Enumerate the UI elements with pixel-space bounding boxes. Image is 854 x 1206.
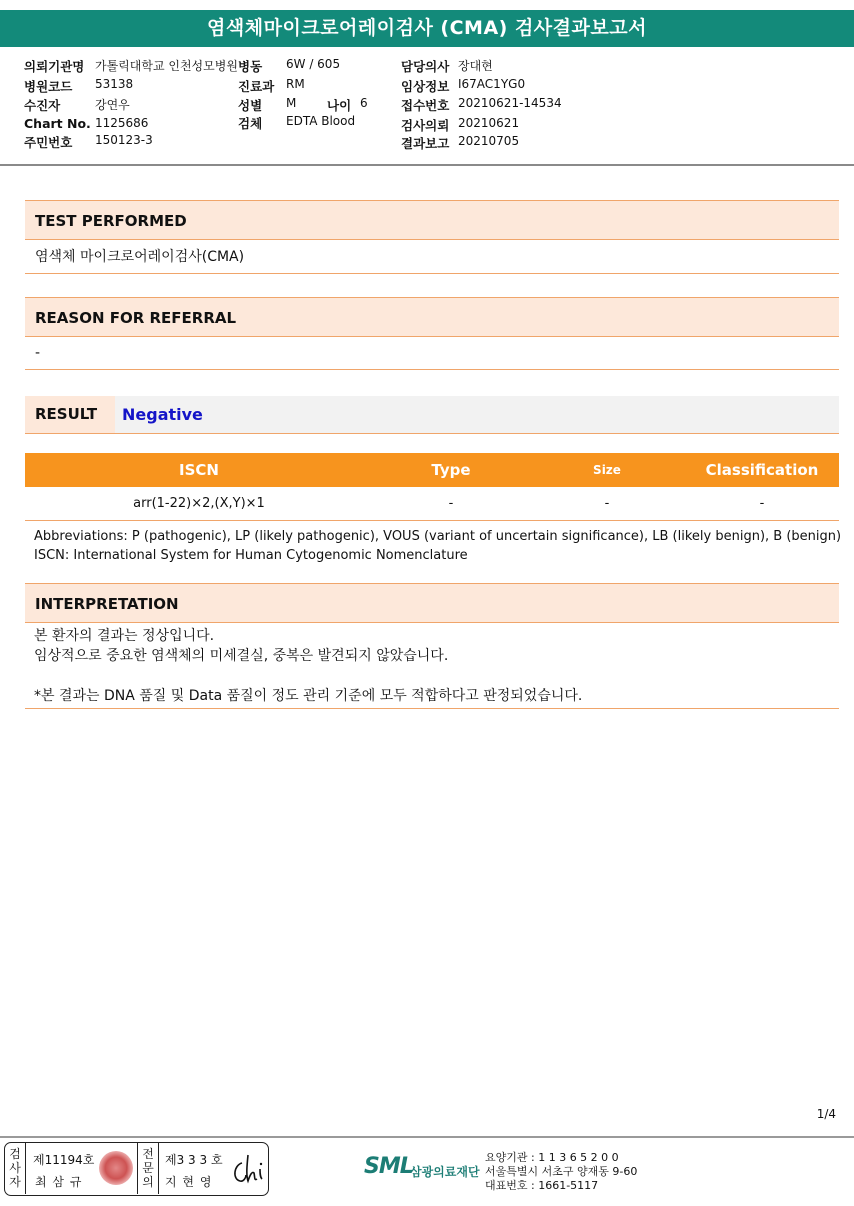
inspector-label: 검사자 [5,1143,26,1194]
signature-icon [230,1149,268,1189]
type-cell: - [448,496,454,511]
clinical-info-value: I67AC1YG0 [458,77,526,91]
patient-info [0,55,854,163]
report-title: 염색체마이크로어레이검사 (CMA) 검사결과보고서 [0,10,854,47]
age-label: 나이 [327,98,352,113]
interpretation-heading: INTERPRETATION [25,583,839,623]
iscn-definition: ISCN: International System for Human Cytogenomic Nomenclature [34,548,468,563]
inspector-license: 제11194호 [33,1153,95,1167]
specimen-value: EDTA Blood [286,114,356,128]
ward-value: 6W / 605 [286,57,341,71]
chart-no-label: Chart No. [24,116,91,131]
chart-no-value: 1125686 [95,116,149,130]
reason-heading: REASON FOR REFERRAL [25,297,839,337]
report-date-value: 20210705 [458,134,520,148]
age-value: 6 [360,96,368,110]
signature-box [4,1142,269,1196]
facility-code: 요양기관 : 1 1 3 6 5 2 0 0 [485,1151,619,1164]
institution-label: 의뢰기관명 [24,59,85,74]
reception-no-value: 20210621-14534 [458,96,562,110]
reason-text: - [25,337,839,370]
test-performed-text: 염색체 마이크로어레이검사(CMA) [25,240,839,274]
institution-value: 가톨릭대학교 인천성모병원 [95,59,238,73]
interpretation-note: *본 결과는 DNA 품질 및 Data 품질이 정도 관리 기준에 모두 적합하다고 판정되었습니다. [34,688,583,704]
address: 서울특별시 서초구 양재동 9-60 [485,1165,638,1178]
contact-info [485,1151,637,1193]
sml-logo [364,1148,484,1192]
sex-value: M [286,96,297,110]
result-label: RESULT [25,396,115,433]
abbreviations-line: Abbreviations: P (pathogenic), LP (likely pathogenic), VOUS (variant of uncertain significance), LB (likely benign), B (benign) [34,529,842,544]
size-column-header: Size [593,463,621,477]
iscn-table-header [25,453,839,487]
specimen-label: 검체 [238,116,263,131]
specialist-label: 전문의 [137,1143,159,1194]
classification-column-header: Classification [705,461,819,479]
classification-cell: - [759,496,765,511]
page-number: 1/4 [816,1107,836,1121]
resident-no-label: 주민번호 [24,135,73,150]
phone-number: 대표번호 : 1661-5117 [485,1179,599,1192]
ward-label: 병동 [238,59,263,74]
info-divider [0,164,854,166]
hospital-code-label: 병원코드 [24,79,73,94]
examinee-label: 수진자 [24,98,61,113]
sml-logo-mark: SML [364,1154,413,1179]
hospital-code-value: 53138 [95,77,134,91]
interpretation-line-2: 임상적으로 중요한 염색체의 미세결실, 중복은 발견되지 않았습니다. [34,648,449,664]
interpretation-line-1: 본 환자의 결과는 정상입니다. [34,628,215,644]
result-row [25,396,839,434]
abbreviations [34,527,841,565]
specialist-license: 제3 3 3 호 [165,1153,223,1167]
reception-no-label: 접수번호 [401,98,450,113]
clinical-info-label: 임상정보 [401,79,450,94]
spacer [34,666,582,686]
footer-divider [0,1136,854,1138]
department-value: RM [286,77,305,91]
specialist-name: 지 현 영 [165,1175,213,1189]
resident-no-value: 150123-3 [95,133,153,147]
inspector-seal-icon [99,1151,133,1185]
request-date-label: 검사의뢰 [401,118,450,133]
iscn-cell: arr(1-22)×2,(X,Y)×1 [133,496,265,511]
iscn-column-header: ISCN [179,461,219,479]
examinee-value: 강연우 [95,98,130,112]
department-label: 진료과 [238,79,275,94]
table-row [25,487,839,521]
result-value: Negative [122,405,203,424]
test-performed-heading: TEST PERFORMED [25,200,839,240]
doctor-label: 담당의사 [401,59,450,74]
size-cell: - [604,496,610,511]
report-date-label: 결과보고 [401,136,450,151]
interpretation-divider [25,708,839,709]
interpretation-text [34,626,582,706]
organization-name: 삼광의료재단 [410,1165,480,1179]
inspector-name: 최 삼 규 [35,1175,83,1189]
doctor-value: 장대현 [458,59,493,73]
type-column-header: Type [431,461,471,479]
sex-label: 성별 [238,98,263,113]
request-date-value: 20210621 [458,116,520,130]
